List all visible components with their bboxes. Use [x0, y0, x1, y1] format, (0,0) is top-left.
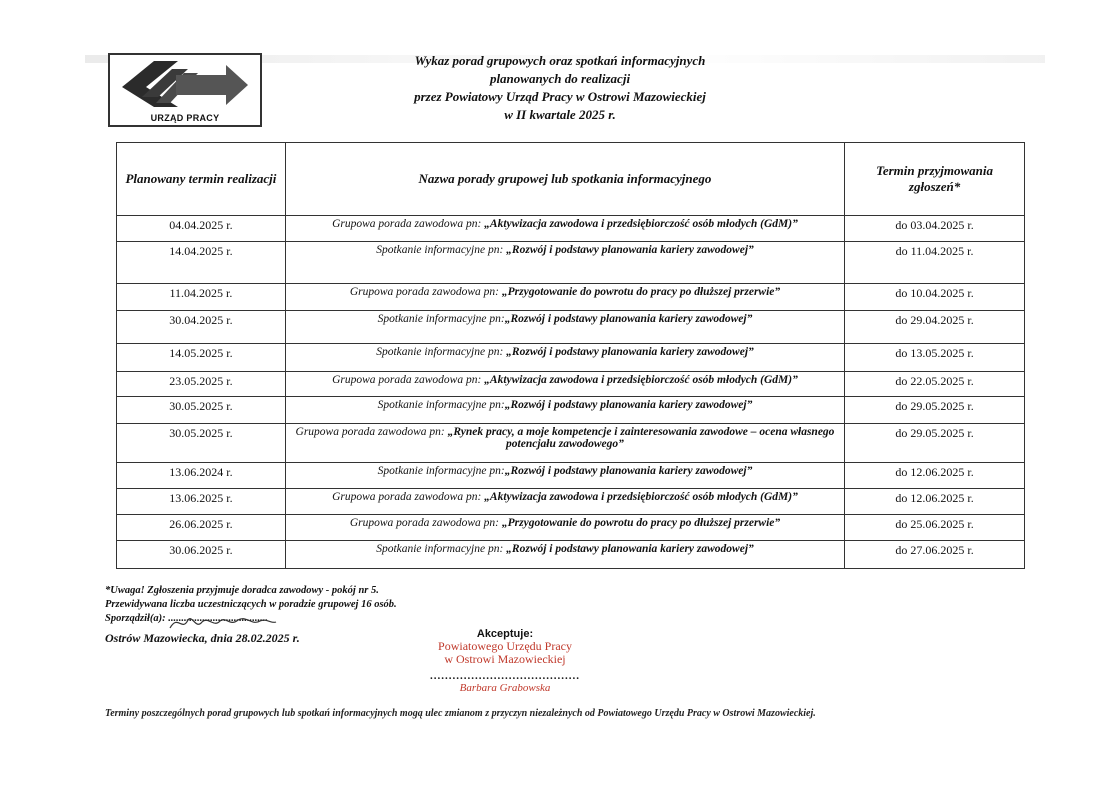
title-line-1: Wykaz porad grupowych oraz spotkań informacyjnych	[414, 53, 706, 68]
table-row	[117, 397, 1025, 424]
event-title: „Rozwój i podstawy planowania kariery zawodowej”	[504, 313, 753, 325]
table-row	[117, 284, 1025, 311]
event-type-label: Grupowa porada zawodowa pn:	[332, 374, 485, 386]
planned-date-cell: 14.04.2025 r.	[117, 242, 286, 284]
event-title: „Rozwój i podstawy planowania kariery zawodowej”	[506, 543, 754, 555]
event-type-label: Spotkanie informacyjne pn:	[377, 399, 505, 411]
event-type-label: Grupowa porada zawodowa pn:	[295, 426, 448, 438]
registration-deadline-cell: do 03.04.2025 r.	[845, 216, 1025, 242]
planned-date-cell: 11.04.2025 r.	[117, 284, 286, 311]
planned-date-cell: 04.04.2025 r.	[117, 216, 286, 242]
footer-disclaimer: Terminy poszczególnych porad grupowych lub spotkań informacyjnych mogą ulec zmianom z przyczyn niezależnych od Powiatowego Urzędu Pracy w Ostrowi Mazowieckiej.	[105, 708, 816, 719]
event-name-cell	[285, 515, 844, 541]
event-name-cell	[285, 463, 844, 489]
event-name-cell	[285, 216, 844, 242]
table-row	[117, 242, 1025, 284]
event-name-cell	[285, 541, 844, 569]
place-and-date: Ostrów Mazowiecka, dnia 28.02.2025 r.	[105, 631, 300, 645]
planned-date-cell: 26.06.2025 r.	[117, 515, 286, 541]
table-row	[117, 344, 1025, 372]
table-row	[117, 541, 1025, 569]
registration-deadline-cell: do 10.04.2025 r.	[845, 284, 1025, 311]
registration-deadline-cell: do 25.06.2025 r.	[845, 515, 1025, 541]
note-participants: Przewidywana liczba uczestniczących w poradzie grupowej 16 osób.	[105, 599, 397, 610]
registration-deadline-cell: do 11.04.2025 r.	[845, 242, 1025, 284]
planned-date-cell: 23.05.2025 r.	[117, 372, 286, 397]
note-registration: *Uwaga! Zgłoszenia przyjmuje doradca zawodowy - pokój nr 5.	[105, 585, 379, 596]
stamp-office-line-2: w Ostrowi Mazowieckiej	[444, 652, 566, 666]
planned-date-cell: 30.05.2025 r.	[117, 424, 286, 463]
event-name-cell	[285, 424, 844, 463]
planned-date-cell: 30.04.2025 r.	[117, 311, 286, 344]
event-type-label: Spotkanie informacyjne pn:	[376, 543, 507, 555]
event-name-cell	[285, 284, 844, 311]
table-row	[117, 311, 1025, 344]
note-prepared-by: Sporządził(a): ......................................	[105, 613, 269, 624]
logo-arrows-icon	[114, 57, 254, 109]
event-title: „Rozwój i podstawy planowania kariery zawodowej”	[504, 465, 753, 477]
planned-date-cell: 13.06.2025 r.	[117, 489, 286, 515]
table-row	[117, 216, 1025, 242]
event-title: „Rozwój i podstawy planowania kariery zawodowej”	[506, 244, 754, 256]
table-row	[117, 372, 1025, 397]
title-line-4: w II kwartale 2025 r.	[504, 107, 616, 122]
event-type-label: Spotkanie informacyjne pn:	[377, 465, 505, 477]
event-title: „Aktywizacja zawodowa i przedsiębiorczość osób młodych (GdM)”	[484, 374, 798, 386]
event-name-cell	[285, 397, 844, 424]
table-row	[117, 515, 1025, 541]
event-name-cell	[285, 489, 844, 515]
event-title: „Aktywizacja zawodowa i przedsiębiorczość osób młodych (GdM)”	[484, 218, 798, 230]
registration-deadline-cell: do 29.05.2025 r.	[845, 397, 1025, 424]
event-title: „Aktywizacja zawodowa i przedsiębiorczość osób młodych (GdM)”	[484, 491, 798, 503]
header-event-name: Nazwa porady grupowej lub spotkania informacyjnego	[285, 143, 844, 216]
event-type-label: Grupowa porada zawodowa pn:	[349, 517, 502, 529]
registration-deadline-cell: do 13.05.2025 r.	[845, 344, 1025, 372]
schedule-table	[116, 142, 1025, 569]
registration-deadline-cell: do 27.06.2025 r.	[845, 541, 1025, 569]
registration-deadline-cell: do 12.06.2025 r.	[845, 463, 1025, 489]
event-type-label: Spotkanie informacyjne pn:	[377, 313, 505, 325]
stamp-accept-label: Akceptuje:	[476, 628, 534, 640]
event-title: „Przygotowanie do powrotu do pracy po dłuższej przerwie”	[501, 286, 781, 298]
event-name-cell	[285, 311, 844, 344]
planned-date-cell: 13.06.2024 r.	[117, 463, 286, 489]
registration-deadline-cell: do 12.06.2025 r.	[845, 489, 1025, 515]
urzad-pracy-logo	[108, 53, 262, 127]
event-name-cell	[285, 372, 844, 397]
stamp-office-line-1: Powiatowego Urzędu Pracy	[438, 639, 572, 653]
registration-deadline-cell: do 29.05.2025 r.	[845, 424, 1025, 463]
event-title: „Rynek pracy, a moje kompetencje i zainteresowania zawodowe – ocena własnego potencjału zawodowego”	[447, 426, 835, 450]
event-title: „Rozwój i podstawy planowania kariery zawodowej”	[506, 346, 754, 358]
header-registration-deadline: Termin przyjmowania zgłoszeń*	[845, 143, 1025, 216]
stamp-signature-line: ........................................	[430, 670, 580, 682]
event-type-label: Spotkanie informacyjne pn:	[376, 346, 507, 358]
planned-date-cell: 30.06.2025 r.	[117, 541, 286, 569]
document-title	[330, 52, 790, 124]
registration-deadline-cell: do 22.05.2025 r.	[845, 372, 1025, 397]
approval-stamp	[420, 628, 590, 694]
title-line-3: przez Powiatowy Urząd Pracy w Ostrowi Mazowieckiej	[414, 89, 706, 104]
title-line-2: planowanych do realizacji	[489, 71, 631, 86]
event-type-label: Spotkanie informacyjne pn:	[376, 244, 507, 256]
planned-date-cell: 30.05.2025 r.	[117, 397, 286, 424]
planned-date-cell: 14.05.2025 r.	[117, 344, 286, 372]
event-name-cell	[285, 242, 844, 284]
stamp-signer-name: Barbara Grabowska	[459, 682, 551, 694]
logo-text: URZĄD PRACY	[150, 113, 220, 123]
event-title: „Przygotowanie do powrotu do pracy po dłuższej przerwie”	[501, 517, 781, 529]
event-type-label: Grupowa porada zawodowa pn:	[349, 286, 502, 298]
table-row	[117, 489, 1025, 515]
event-type-label: Grupowa porada zawodowa pn:	[332, 491, 485, 503]
header-planned-date: Planowany termin realizacji	[117, 143, 286, 216]
event-type-label: Grupowa porada zawodowa pn:	[332, 218, 485, 230]
event-name-cell	[285, 344, 844, 372]
table-header-row	[117, 143, 1025, 216]
event-title: „Rozwój i podstawy planowania kariery zawodowej”	[504, 399, 753, 411]
table-row	[117, 424, 1025, 463]
table-row	[117, 463, 1025, 489]
registration-deadline-cell: do 29.04.2025 r.	[845, 311, 1025, 344]
